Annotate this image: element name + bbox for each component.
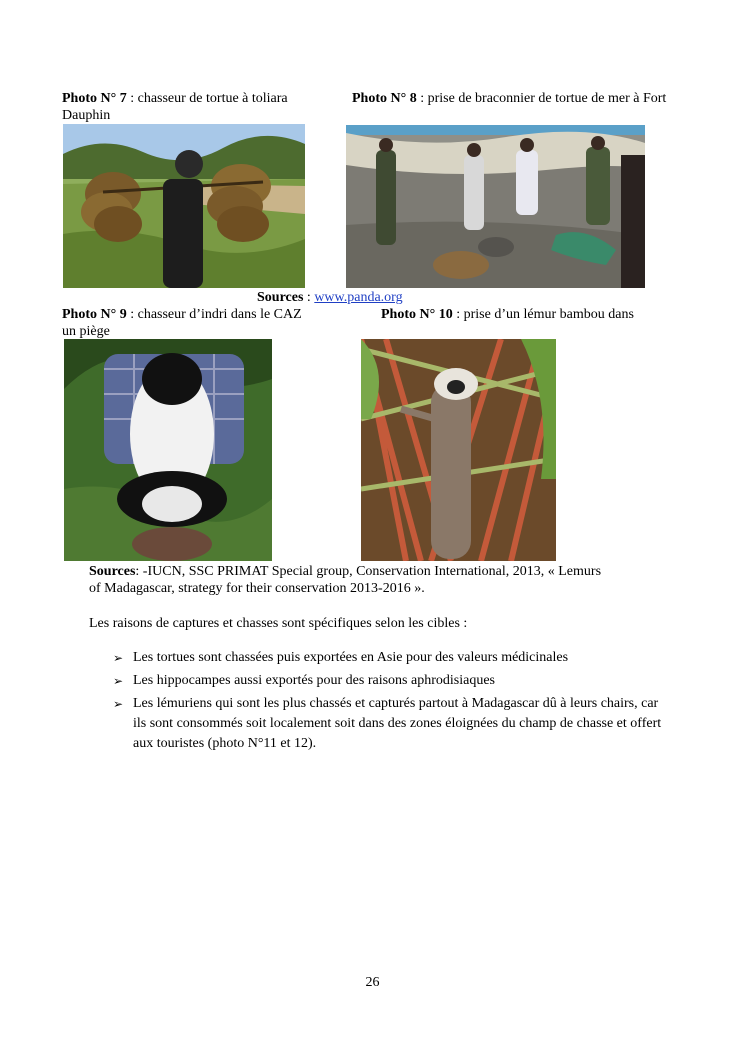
photo-9-caption-text: : chasseur d’indri dans le CAZ — [126, 307, 302, 322]
photo-9-caption — [62, 306, 372, 323]
list-item-text: Les lémuriens qui sont les plus chassés et capturés partout à Madagascar dû à leurs chairs, car ils sont consommés soit localement soit dans des zones éloignées du champ de chasse et offert aux touristes (photo N°11 et 12). — [133, 696, 662, 751]
arrow-bullet-icon: ➢ — [113, 697, 124, 711]
photo-10-image — [361, 339, 556, 561]
source-iucn — [89, 563, 669, 597]
source-panda — [257, 289, 403, 306]
source-iucn-line-2: of Madagascar, strategy for their conservation 2013-2016 ». — [89, 581, 425, 596]
photo-8-caption — [352, 90, 742, 107]
list-item — [113, 648, 673, 668]
photo-7-image — [63, 124, 305, 288]
photo-9-caption-continued: un piège — [62, 324, 110, 339]
photo-10-label: Photo N° 10 — [381, 307, 453, 322]
photo-10-caption-text: : prise d’un lémur bambou dans — [452, 307, 634, 322]
page-number: 26 — [365, 975, 380, 990]
photo-8-caption-text: : prise de braconnier de tortue de mer à Fort — [416, 91, 667, 106]
list-item-text: Les hippocampes aussi exportés pour des raisons aphrodisiaques — [133, 673, 495, 688]
source-label: Sources — [257, 290, 304, 305]
reasons-list — [113, 648, 673, 757]
photo-9-image — [64, 339, 272, 561]
source-separator: : — [303, 290, 315, 305]
photo-7-caption-text: : chasseur de tortue à toliara — [126, 91, 288, 106]
list-item — [113, 671, 673, 691]
photo-7-label: Photo N° 7 — [62, 91, 127, 106]
source-link[interactable]: www.panda.org — [314, 290, 403, 305]
arrow-bullet-icon: ➢ — [113, 674, 124, 688]
source-iucn-line-1 — [89, 563, 669, 580]
photo-8-image — [346, 125, 645, 288]
source-iucn-label: Sources — [89, 564, 136, 579]
source-iucn-text: : -IUCN, SSC PRIMAT Special group, Conservation International, 2013, « Lemurs — [135, 564, 602, 579]
arrow-bullet-icon: ➢ — [113, 651, 124, 665]
photo-9-label: Photo N° 9 — [62, 307, 127, 322]
photo-8-label: Photo N° 8 — [352, 91, 417, 106]
photo-7-caption-continued: Dauphin — [62, 108, 111, 123]
list-item — [113, 694, 673, 754]
intro-paragraph: Les raisons de captures et chasses sont spécifiques selon les cibles : — [89, 616, 468, 631]
photo-7-caption — [62, 90, 352, 107]
photo-10-caption — [381, 306, 701, 323]
list-item-text: Les tortues sont chassées puis exportées en Asie pour des valeurs médicinales — [133, 650, 569, 665]
